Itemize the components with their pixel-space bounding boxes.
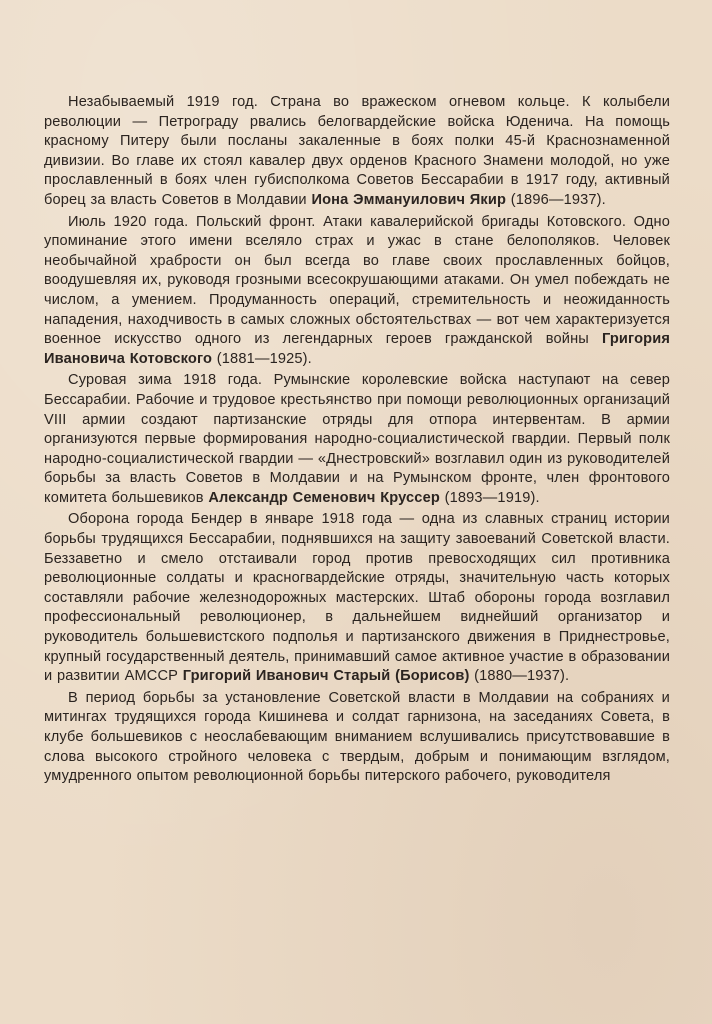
- paragraph-text: В период борьбы за установление Советской власти в Молдавии на собраниях и митингах трудящихся города Кишинева и солдат гарнизона, на заседаниях Совета, в клубе большевиков с неослабевающим вниманием вслушивались присутствовавшие в слова высокого стройного человека с твердым, добрым и понимающим взглядом, умудренного опытом революционной борьбы питерского рабочего, руководителя: [44, 689, 670, 785]
- paragraph-krusser: [44, 371, 670, 508]
- paragraph-text: (1881—1925).: [212, 350, 312, 367]
- person-name-kotovsky: Григория Ивановича Котовского: [44, 331, 670, 367]
- paragraph-stary: [44, 510, 670, 686]
- paragraph-text: Незабываемый 1919 год. Страна во вражеском огневом кольце. К колыбели революции — Петрограду рвались белогвардейские войска Юденича. На помощь красному Питеру были посланы закаленные в боях полки 45-й Краснознаменной дивизии. Во главе их стоял кавалер двух орденов Красного Знамени молодой, но уже прославленный в боях член губисполкома Советов Бессарабии в 1917 году, активный борец за власть Советов в Молдавии: [44, 94, 670, 208]
- paragraph-text: Июль 1920 года. Польский фронт. Атаки кавалерийской бригады Котовского. Одно упоминание этого имени вселяло страх и ужас в стане белополяков. Человек необычайной храбрости он был всегда во главе своих прославленных бойцов, воодушевляя их, руководя грозными всесокрушающими атаками. Он умел побеждать не числом, а умением. Продуманность операций, стремительность и неожиданность нападения, находчивость в самых сложных обстоятельствах — вот чем характеризуется военное искусство одного из легендарных героев гражданской войны: [44, 213, 670, 348]
- text-body: [44, 93, 670, 998]
- paragraph-kotovsky: [44, 213, 670, 370]
- paragraph-text: Оборона города Бендер в январе 1918 года — одна из славных страниц истории борьбы трудящихся Бессарабии, поднявшихся на защиту завоеваний Советской власти. Беззаветно и смело отстаивали город против превосходящих сил противника революционные солдаты и красногвардейские отряды, значительную часть которых составляли рабочие железнодорожных мастерских. Штаб обороны города возглавил профессиональный революционер, в дальнейшем виднейший организатор и руководитель большевистского подполья и партизанского движения в Приднестровье, крупный государственный деятель, принимавший самое активное участие в образовании и развитии АМССР: [44, 511, 670, 685]
- paragraph-text: Суровая зима 1918 года. Румынские королевские войска наступают на север Бессарабии. Рабочие и трудовое крестьянство при помощи революционных организаций VIII армии создают партизанские отряды для отпора интервентам. В армии организуются первые формирования народно-социалистической гвардии. Первый полк народно-социалистической гвардии — «Днестровский» возглавил один из руководителей борьбы за власть Советов в Молдавии и на Румынском фронте, член фронтового комитета большевиков: [44, 372, 670, 506]
- paragraph-yakir: [44, 93, 670, 211]
- paragraph-text: (1896—1937).: [506, 191, 606, 208]
- person-name-yakir: Иона Эммануилович Якир: [311, 191, 507, 208]
- person-name-krusser: Александр Семенович Круссер: [208, 489, 440, 506]
- paragraph-text: (1893—1919).: [439, 489, 540, 506]
- paragraph-text: (1880—1937).: [469, 668, 570, 685]
- person-name-stary: Григорий Иванович Старый (Борисов): [182, 668, 470, 685]
- paragraph-kishinev: [44, 689, 670, 787]
